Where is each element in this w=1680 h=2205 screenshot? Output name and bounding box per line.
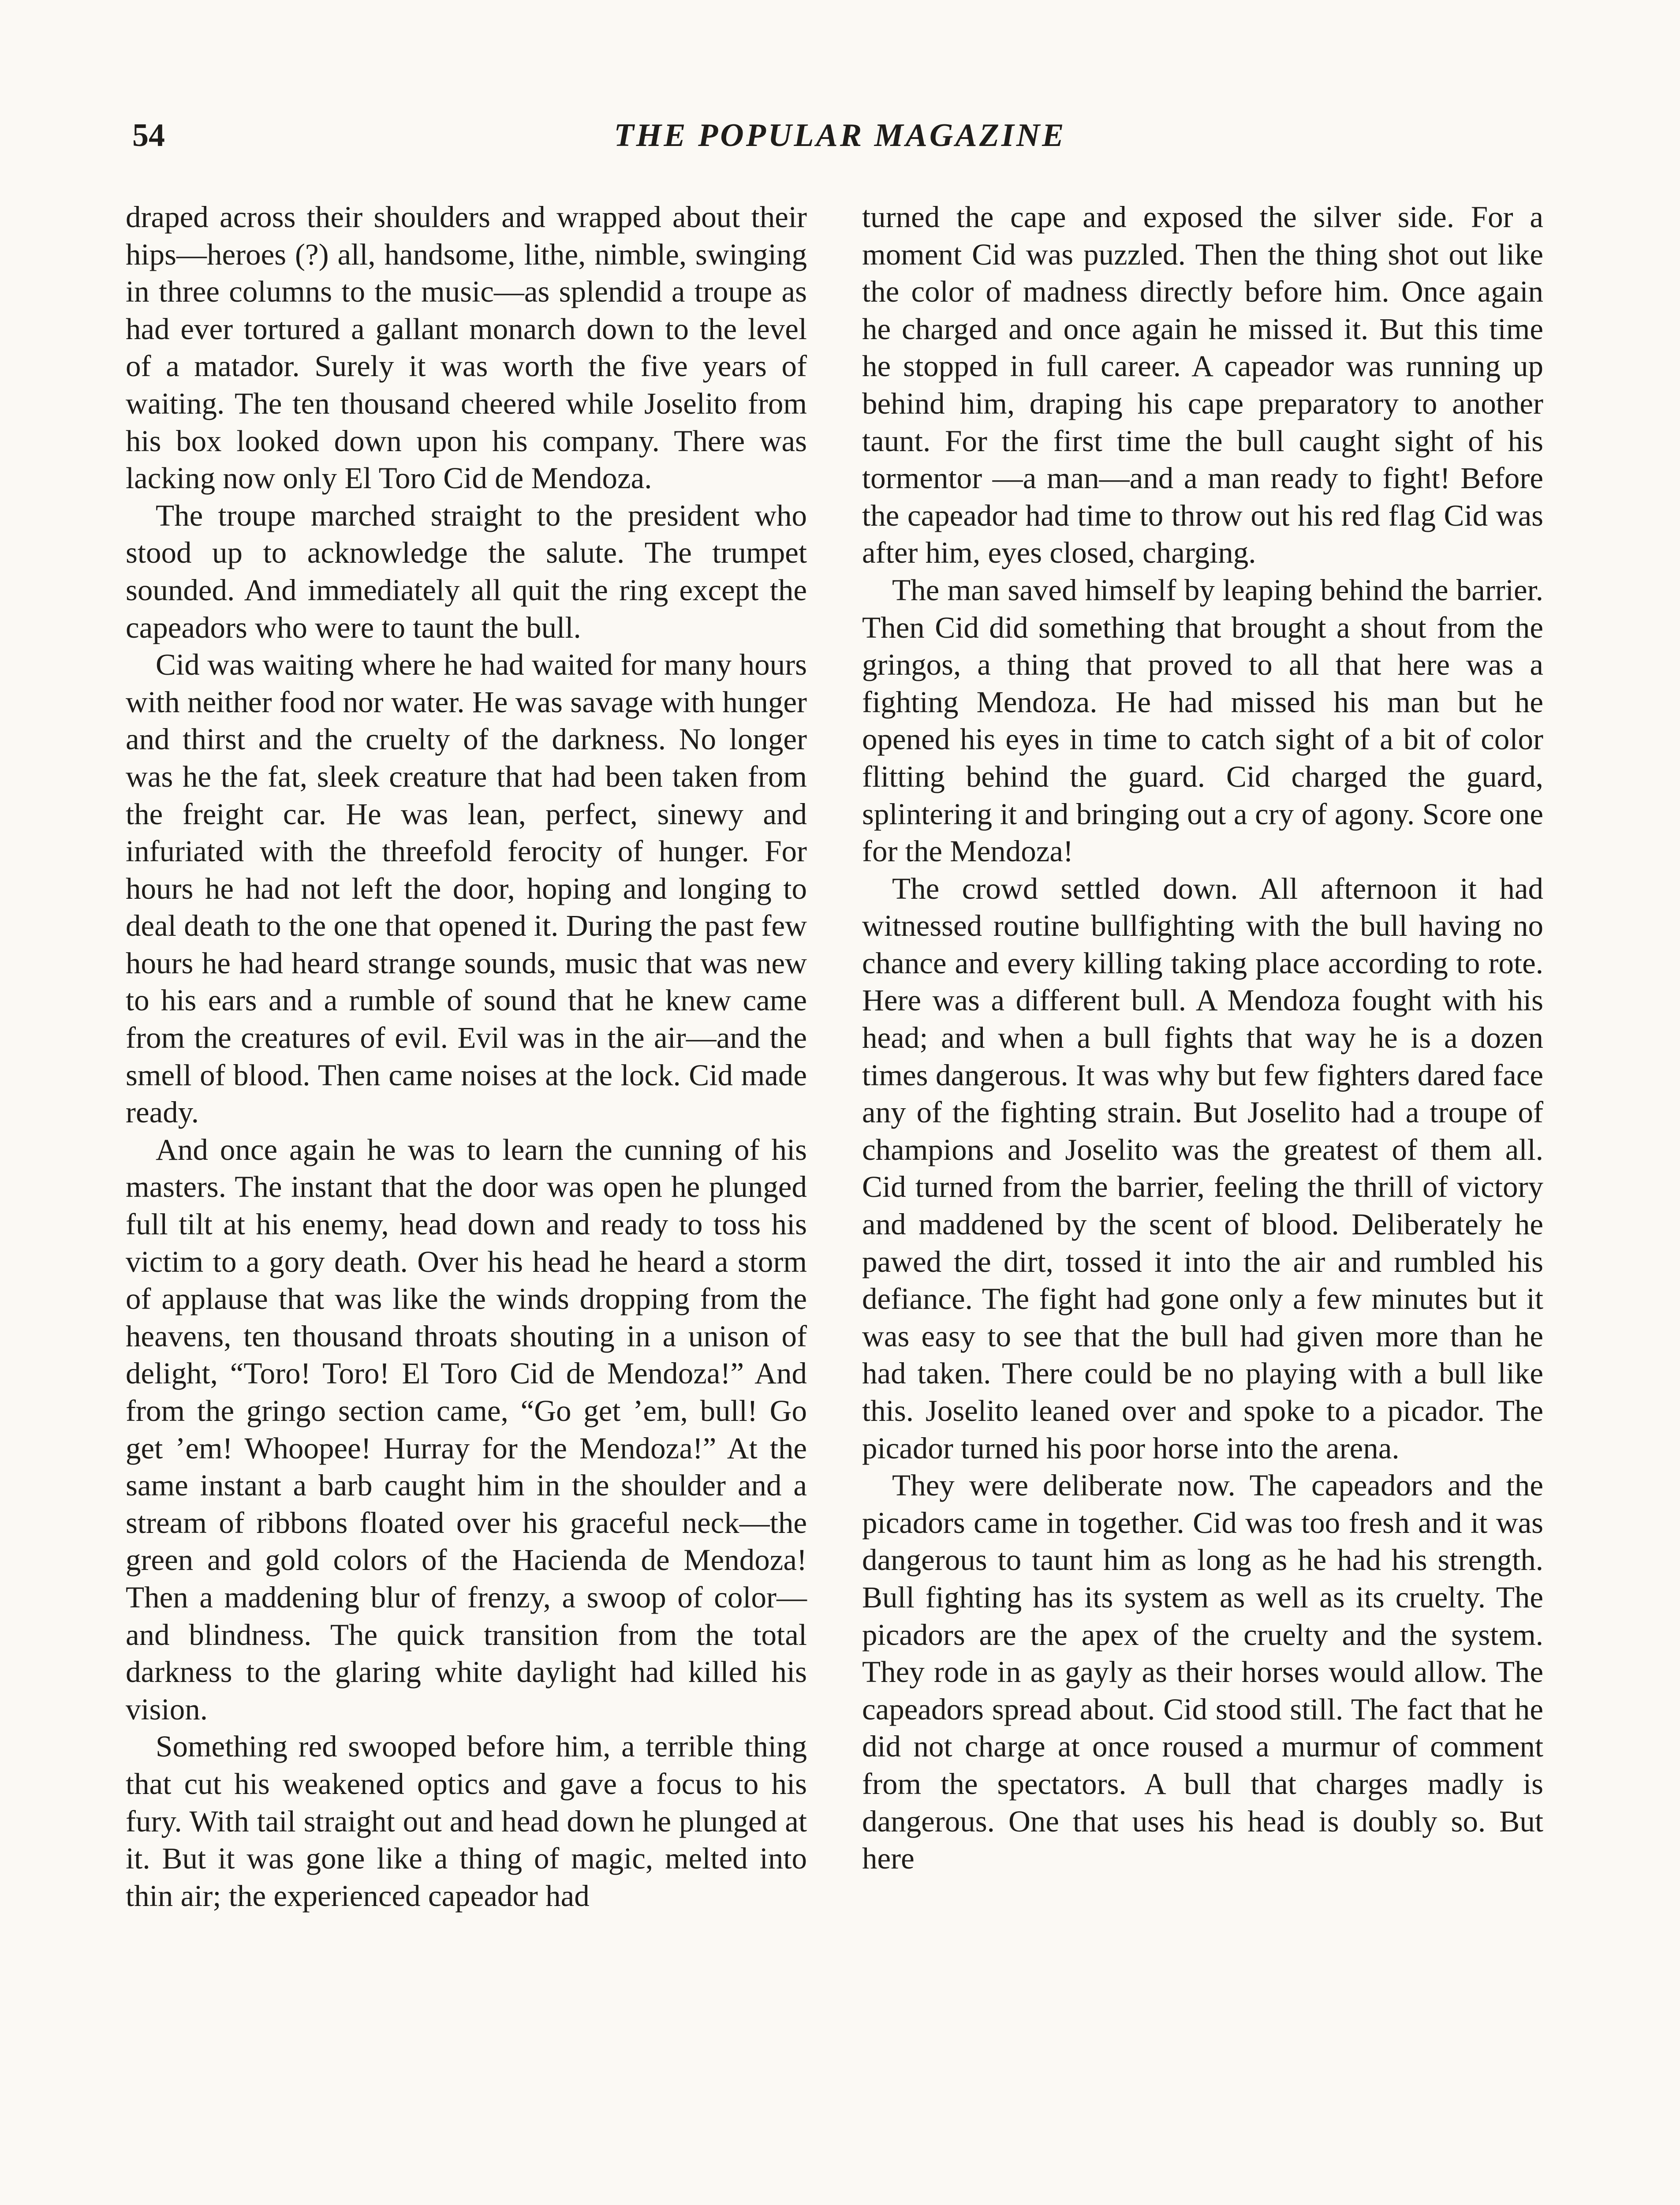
paragraph: The crowd settled down. All afternoon it had witnessed routine bullfighting with the bull having no chance and every killing taking place according to rote. Here was a different bull. A Mendoza fought with his head; and when a bull fights that way he is a dozen times dangerous. It was why but few fighters dared face any of the fighting strain. But Joselito had a troupe of champions and Joselito was the greatest of them all. Cid turned from the barrier, feeling the thrill of victory and maddened by the scent of blood. Deliberately he pawed the dirt, tossed it into the air and rumbled his defiance. The fight had gone only a few minutes but it was easy to see that the bull had given more than he had taken. There could be no playing with a bull like this. Joselito leaned over and spoke to a picador. The picador turned his poor horse into the arena. bbox=[862, 871, 1543, 1465]
paragraph: The man saved himself by leaping behind the barrier. Then Cid did something that brought a shout from the gringos, a thing that proved to all that here was a fighting Mendoza. He had missed his man but he opened his eyes in time to catch sight of a bit of color flitting behind the guard. Cid charged the guard, splintering it and bringing out a cry of agony. Score one for the Mendoza! bbox=[862, 573, 1543, 868]
right-column bbox=[862, 198, 1543, 1877]
paragraph: turned the cape and exposed the silver side. For a moment Cid was puzzled. Then the thing shot out like the color of madness directly before him. Once again he charged and once again he missed it. But this time he stopped in full career. A capeador was running up behind him, draping his cape preparatory to another taunt. For the first time the bull caught sight of his tormentor —a man—and a man ready to fight! Before the capeador had time to throw out his red flag Cid was after him, eyes closed, charging. bbox=[862, 200, 1543, 570]
running-header-title: THE POPULAR MAGAZINE bbox=[614, 117, 1066, 153]
paragraph: And once again he was to learn the cunning of his masters. The instant that the door was open he plunged full tilt at his enemy, head down and ready to toss his victim to a gory death. Over his head he heard a storm of applause that was like the winds dropping from the heavens, ten thousand throats shouting in a unison of delight, “Toro! Toro! El Toro Cid de Mendoza!” And from the gringo section came, “Go get ’em, bull! Go get ’em! Whoopee! Hurray for the Mendoza!” At the same instant a barb caught him in the shoulder and a stream of ribbons floated over his graceful neck—the green and gold colors of the Hacienda de Mendoza! Then a maddening blur of frenzy, a swoop of color—and blindness. The quick transition from the total darkness to the glaring white daylight had killed his vision. bbox=[126, 1132, 807, 1726]
paragraph: Cid was waiting where he had waited for many hours with neither food nor water. He was savage with hunger and thirst and the cruelty of the darkness. No longer was he the fat, sleek creature that had been taken from the freight car. He was lean, perfect, sinewy and infuriated with the threefold ferocity of hunger. For hours he had not left the door, hoping and longing to deal death to the one that opened it. During the past few hours he had heard strange sounds, music that was new to his ears and a rumble of sound that he knew came from the creatures of evil. Evil was in the air—and the smell of blood. Then came noises at the lock. Cid made ready. bbox=[126, 648, 807, 1129]
left-column bbox=[126, 198, 807, 1914]
paragraph: Something red swooped before him, a terrible thing that cut his weakened optics and gave a focus to his fury. With tail straight out and head down he plunged at it. But it was gone like a thing of magic, melted into thin air; the experienced capeador had bbox=[126, 1730, 807, 1913]
paragraph: draped across their shoulders and wrapped about their hips—heroes (?) all, handsome, lithe, nimble, swinging in three columns to the music—as splendid a troupe as had ever tortured a gallant monarch down to the level of a matador. Surely it was worth the five years of waiting. The ten thousand cheered while Joselito from his box looked down upon his company. There was lacking now only El Toro Cid de Mendoza. bbox=[126, 200, 807, 495]
paragraph: The troupe marched straight to the president who stood up to acknowledge the salute. The trumpet sounded. And immediately all quit the ring except the capeadors who were to taunt the bull. bbox=[126, 498, 807, 644]
page-number: 54 bbox=[132, 117, 165, 153]
paragraph: They were deliberate now. The capeadors and the picadors came in together. Cid was too fresh and it was dangerous to taunt him as long as he had his strength. Bull fighting has its system as well as its cruelty. The picadors are the apex of the cruelty and the system. They rode in as gayly as their horses would allow. The capeadors spread about. Cid stood still. The fact that he did not charge at once roused a murmur of comment from the spectators. A bull that charges madly is dangerous. One that uses his head is doubly so. But here bbox=[862, 1469, 1543, 1876]
